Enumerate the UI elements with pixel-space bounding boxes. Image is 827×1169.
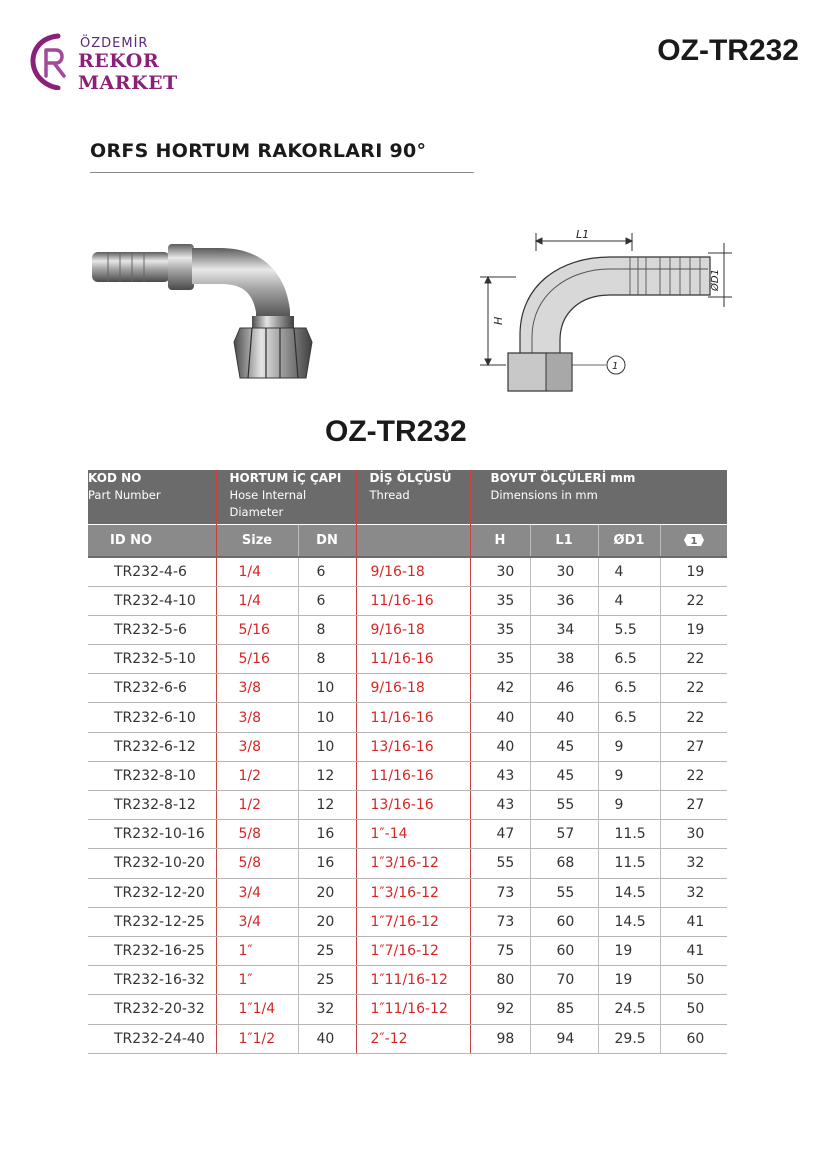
cell-size: 1/4 xyxy=(216,586,298,615)
cell-l1: 45 xyxy=(530,732,598,761)
cell-thread: 11/16-16 xyxy=(356,703,470,732)
cell-h: 35 xyxy=(470,615,530,644)
cell-size: 5/8 xyxy=(216,849,298,878)
cell-id: TR232-16-32 xyxy=(88,966,216,995)
cell-dn: 6 xyxy=(298,557,356,587)
header-thread-blank xyxy=(356,524,470,557)
cell-h: 35 xyxy=(470,645,530,674)
cell-l1: 38 xyxy=(530,645,598,674)
cell-id: TR232-16-25 xyxy=(88,936,216,965)
cell-size: 1″1/4 xyxy=(216,995,298,1024)
drawing-label-h: H xyxy=(492,316,505,325)
cell-id: TR232-10-16 xyxy=(88,820,216,849)
cell-id: TR232-24-40 xyxy=(88,1024,216,1053)
table-row xyxy=(88,557,727,587)
cell-h: 73 xyxy=(470,907,530,936)
product-code-header: OZ-TR232 xyxy=(657,34,799,67)
cell-od1: 4 xyxy=(598,557,660,587)
cell-thread: 1″3/16-12 xyxy=(356,849,470,878)
section-title: ORFS HORTUM RAKORLARI 90° xyxy=(90,140,427,162)
cell-thread: 11/16-16 xyxy=(356,645,470,674)
header-l1: L1 xyxy=(530,524,598,557)
cell-thread: 1″3/16-12 xyxy=(356,878,470,907)
brand-line-2: REKOR MARKET xyxy=(78,50,178,94)
cell-thread: 9/16-18 xyxy=(356,674,470,703)
cell-id: TR232-6-6 xyxy=(88,674,216,703)
header-dim-tr: BOYUT ÖLÇÜLERİ mm xyxy=(490,471,636,485)
brand-logo xyxy=(28,32,258,92)
cell-size: 5/8 xyxy=(216,820,298,849)
table-row xyxy=(88,703,727,732)
header-size: Size xyxy=(216,524,298,557)
cell-hex: 19 xyxy=(660,615,727,644)
cell-h: 43 xyxy=(470,761,530,790)
header-part-number xyxy=(88,470,216,524)
cell-hex: 27 xyxy=(660,791,727,820)
cell-l1: 45 xyxy=(530,761,598,790)
cell-od1: 19 xyxy=(598,966,660,995)
cell-l1: 34 xyxy=(530,615,598,644)
cell-thread: 1″7/16-12 xyxy=(356,936,470,965)
table-row xyxy=(88,1024,727,1053)
cell-id: TR232-8-12 xyxy=(88,791,216,820)
brand-line-1: ÖZDEMİR xyxy=(80,36,149,51)
cell-thread: 2″-12 xyxy=(356,1024,470,1053)
table-row xyxy=(88,761,727,790)
cell-dn: 32 xyxy=(298,995,356,1024)
product-photo xyxy=(80,230,340,400)
cell-id: TR232-12-20 xyxy=(88,878,216,907)
cell-l1: 36 xyxy=(530,586,598,615)
cell-l1: 55 xyxy=(530,878,598,907)
cell-l1: 46 xyxy=(530,674,598,703)
cell-dn: 20 xyxy=(298,878,356,907)
cell-hex: 22 xyxy=(660,703,727,732)
cell-od1: 5.5 xyxy=(598,615,660,644)
table-row xyxy=(88,878,727,907)
cell-size: 3/8 xyxy=(216,732,298,761)
cell-thread: 9/16-18 xyxy=(356,615,470,644)
header-part-tr: KOD NO xyxy=(88,471,142,485)
cell-od1: 6.5 xyxy=(598,645,660,674)
cell-dn: 25 xyxy=(298,966,356,995)
header-hex xyxy=(660,524,727,557)
technical-drawing xyxy=(470,225,740,400)
section-divider xyxy=(90,172,474,173)
cell-dn: 10 xyxy=(298,674,356,703)
cell-thread: 13/16-16 xyxy=(356,791,470,820)
cell-l1: 40 xyxy=(530,703,598,732)
product-code-center: OZ-TR232 xyxy=(325,415,467,448)
cell-dn: 12 xyxy=(298,791,356,820)
cell-od1: 6.5 xyxy=(598,674,660,703)
table-row xyxy=(88,995,727,1024)
header-dimensions xyxy=(470,470,727,524)
cell-dn: 6 xyxy=(298,586,356,615)
cell-hex: 50 xyxy=(660,995,727,1024)
table-row xyxy=(88,791,727,820)
table-header-row-2 xyxy=(88,524,727,557)
cell-h: 80 xyxy=(470,966,530,995)
cell-od1: 11.5 xyxy=(598,820,660,849)
cell-od1: 14.5 xyxy=(598,907,660,936)
cell-od1: 14.5 xyxy=(598,878,660,907)
cell-h: 55 xyxy=(470,849,530,878)
cell-dn: 16 xyxy=(298,820,356,849)
cell-id: TR232-5-6 xyxy=(88,615,216,644)
cell-dn: 20 xyxy=(298,907,356,936)
drawing-callout: 1 xyxy=(612,361,619,372)
hex-wrench-icon xyxy=(683,533,705,547)
table-body xyxy=(88,557,727,1054)
cell-od1: 9 xyxy=(598,761,660,790)
cell-size: 3/4 xyxy=(216,907,298,936)
cell-id: TR232-10-20 xyxy=(88,849,216,878)
header-dim-en: Dimensions in mm xyxy=(490,488,598,502)
cell-l1: 68 xyxy=(530,849,598,878)
cell-size: 1″ xyxy=(216,936,298,965)
cell-size: 1″ xyxy=(216,966,298,995)
cell-h: 75 xyxy=(470,936,530,965)
drawing-label-od1: ØD1 xyxy=(710,269,721,291)
cell-dn: 12 xyxy=(298,761,356,790)
table-row xyxy=(88,615,727,644)
cell-od1: 4 xyxy=(598,586,660,615)
cell-id: TR232-12-25 xyxy=(88,907,216,936)
cell-dn: 8 xyxy=(298,615,356,644)
cell-l1: 57 xyxy=(530,820,598,849)
header-hose-tr: HORTUM İÇ ÇAPI xyxy=(229,471,342,485)
cell-od1: 9 xyxy=(598,791,660,820)
cell-dn: 40 xyxy=(298,1024,356,1053)
table-row xyxy=(88,645,727,674)
cell-l1: 30 xyxy=(530,557,598,587)
cell-hex: 50 xyxy=(660,966,727,995)
cell-size: 1″1/2 xyxy=(216,1024,298,1053)
cell-size: 3/8 xyxy=(216,674,298,703)
cell-hex: 41 xyxy=(660,936,727,965)
cell-l1: 60 xyxy=(530,907,598,936)
header-hose-en: Hose Internal Diameter xyxy=(229,488,307,519)
cell-id: TR232-20-32 xyxy=(88,995,216,1024)
table-row xyxy=(88,732,727,761)
cell-size: 3/4 xyxy=(216,878,298,907)
cell-h: 43 xyxy=(470,791,530,820)
cell-hex: 22 xyxy=(660,761,727,790)
table-row xyxy=(88,936,727,965)
drawing-label-l1: L1 xyxy=(576,228,590,241)
cell-hex: 30 xyxy=(660,820,727,849)
header-part-en: Part Number xyxy=(88,488,161,502)
cell-od1: 9 xyxy=(598,732,660,761)
cell-od1: 29.5 xyxy=(598,1024,660,1053)
spec-table xyxy=(88,470,727,1054)
cell-od1: 24.5 xyxy=(598,995,660,1024)
cell-thread: 1″11/16-12 xyxy=(356,966,470,995)
cell-dn: 16 xyxy=(298,849,356,878)
header-dn: DN xyxy=(298,524,356,557)
cell-dn: 10 xyxy=(298,703,356,732)
table-row xyxy=(88,820,727,849)
cell-size: 5/16 xyxy=(216,645,298,674)
cell-od1: 11.5 xyxy=(598,849,660,878)
cell-hex: 19 xyxy=(660,557,727,587)
header-id-no: ID NO xyxy=(88,524,216,557)
cell-hex: 22 xyxy=(660,586,727,615)
header-h: H xyxy=(470,524,530,557)
cell-hex: 27 xyxy=(660,732,727,761)
cell-l1: 60 xyxy=(530,936,598,965)
table-row xyxy=(88,966,727,995)
cell-id: TR232-8-10 xyxy=(88,761,216,790)
cell-h: 73 xyxy=(470,878,530,907)
cell-dn: 8 xyxy=(298,645,356,674)
logo-mark-icon xyxy=(28,32,78,90)
cell-l1: 55 xyxy=(530,791,598,820)
cell-od1: 6.5 xyxy=(598,703,660,732)
header-hose-diameter xyxy=(216,470,356,524)
cell-h: 35 xyxy=(470,586,530,615)
cell-id: TR232-4-6 xyxy=(88,557,216,587)
table-row xyxy=(88,586,727,615)
cell-thread: 1″-14 xyxy=(356,820,470,849)
header-thread-en: Thread xyxy=(369,488,410,502)
table-header-row-1 xyxy=(88,470,727,524)
cell-thread: 11/16-16 xyxy=(356,761,470,790)
table-row xyxy=(88,849,727,878)
cell-size: 1/2 xyxy=(216,791,298,820)
hex-label: 1 xyxy=(690,536,698,547)
cell-hex: 22 xyxy=(660,645,727,674)
cell-thread: 11/16-16 xyxy=(356,586,470,615)
cell-thread: 1″11/16-12 xyxy=(356,995,470,1024)
cell-hex: 60 xyxy=(660,1024,727,1053)
cell-dn: 25 xyxy=(298,936,356,965)
cell-id: TR232-6-10 xyxy=(88,703,216,732)
cell-hex: 22 xyxy=(660,674,727,703)
cell-dn: 10 xyxy=(298,732,356,761)
cell-hex: 32 xyxy=(660,849,727,878)
cell-h: 92 xyxy=(470,995,530,1024)
cell-size: 1/2 xyxy=(216,761,298,790)
cell-l1: 85 xyxy=(530,995,598,1024)
header-thread xyxy=(356,470,470,524)
table-row xyxy=(88,674,727,703)
cell-l1: 70 xyxy=(530,966,598,995)
cell-hex: 41 xyxy=(660,907,727,936)
cell-od1: 19 xyxy=(598,936,660,965)
cell-size: 5/16 xyxy=(216,615,298,644)
cell-h: 40 xyxy=(470,703,530,732)
cell-thread: 9/16-18 xyxy=(356,557,470,587)
cell-id: TR232-5-10 xyxy=(88,645,216,674)
cell-id: TR232-4-10 xyxy=(88,586,216,615)
cell-h: 98 xyxy=(470,1024,530,1053)
cell-size: 3/8 xyxy=(216,703,298,732)
table-row xyxy=(88,907,727,936)
cell-h: 40 xyxy=(470,732,530,761)
header-thread-tr: DİŞ ÖLÇÜSÜ xyxy=(369,471,452,485)
cell-size: 1/4 xyxy=(216,557,298,587)
cell-h: 42 xyxy=(470,674,530,703)
cell-hex: 32 xyxy=(660,878,727,907)
cell-l1: 94 xyxy=(530,1024,598,1053)
cell-h: 47 xyxy=(470,820,530,849)
cell-thread: 13/16-16 xyxy=(356,732,470,761)
header-od1: ØD1 xyxy=(598,524,660,557)
cell-h: 30 xyxy=(470,557,530,587)
cell-thread: 1″7/16-12 xyxy=(356,907,470,936)
cell-id: TR232-6-12 xyxy=(88,732,216,761)
